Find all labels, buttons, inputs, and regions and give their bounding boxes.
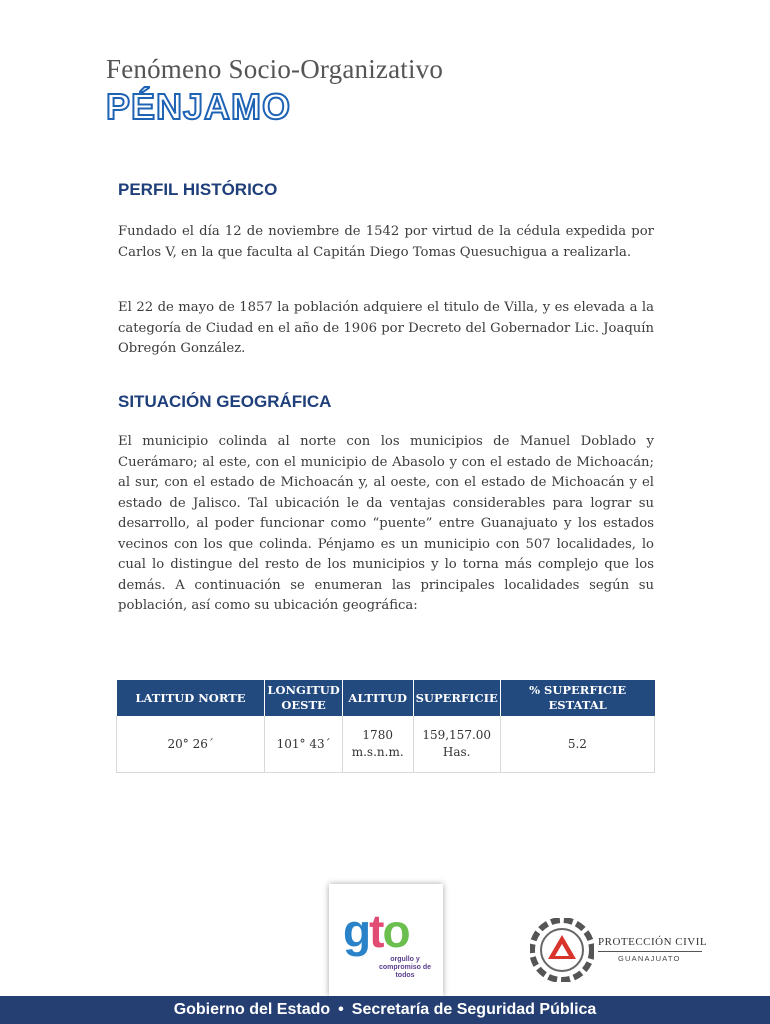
proteccion-civil-divider: [598, 951, 702, 952]
paragraph-historico-2: El 22 de mayo de 1857 la población adquiere el titulo de Villa, y es elevada a la categoría de Ciudad en el año de 1906 por Decreto del Gobernador Lic. Joaquín Obregón González.: [118, 300, 654, 356]
proteccion-civil-emblem-icon: [530, 918, 594, 982]
cell-longitud: 101° 43´: [265, 716, 342, 773]
table-row: [117, 716, 655, 773]
footer-gobierno: Gobierno del Estado: [173, 1001, 331, 1018]
heading-situacion-geografica: SITUACIÓN GEOGRÁFICA: [118, 392, 332, 411]
gto-wordmark: [343, 904, 409, 958]
footer-bar: [0, 996, 770, 1024]
gto-letter-g: g: [343, 905, 370, 957]
geo-table: [116, 680, 655, 773]
cell-superficie: 159,157.00 Has.: [413, 716, 500, 773]
gto-slogan: orgullo y compromiso de todos: [378, 956, 432, 979]
header-latitud: LATITUD NORTE: [117, 680, 265, 716]
paragraph-historico-1: Fundado el día 12 de noviembre de 1542 por virtud de la cédula expedida por Carlos V, en la que faculta al Capitán Diego Tomas Quesuchigua a realizarla.: [118, 224, 654, 260]
header-altitud: ALTITUD: [342, 680, 413, 716]
header-superficie: SUPERFICIE: [413, 680, 500, 716]
proteccion-civil-subtitle: GUANAJUATO: [618, 954, 681, 963]
document-subtitle: Fenómeno Socio-Organizativo: [106, 54, 444, 84]
document-title: PÉNJAMO: [106, 86, 292, 127]
footer-secretaria: Secretaría de Seguridad Pública: [351, 1001, 597, 1018]
paragraph-geografica: El municipio colinda al norte con los municipios de Manuel Doblado y Cuerámaro; al este, con el municipio de Abasolo y con el estado de Michoacán; al sur, con el estado de Michoacán y, al oeste, con el estado de Michoacán y el estado de Jalisco. Tal ubicación le da ventajas considerables para lograr su desarrollo, al poder funcionar como “puente” entre Guanajuato y los estados vecinos con los que colinda. Pénjamo es un municipio con 507 localidades, lo cual lo distingue del resto de los municipios y lo torna más complejo que los demás. A continuación se enumeran las principales localidades según su población, así como su ubicación geográfica:: [118, 434, 654, 613]
header-longitud: LONGITUD OESTE: [265, 680, 342, 716]
gto-logo: [329, 884, 443, 996]
gto-letter-t: t: [369, 905, 383, 957]
table-header-row: [117, 680, 655, 716]
cell-altitud: 1780 m.s.n.m.: [342, 716, 413, 773]
header-superficie-estatal: % SUPERFICIE ESTATAL: [500, 680, 654, 716]
gto-letter-o: o: [382, 905, 409, 957]
heading-perfil-historico: PERFIL HISTÓRICO: [118, 180, 278, 199]
cell-superficie-estatal: 5.2: [500, 716, 654, 773]
footer-separator: •: [338, 1001, 344, 1018]
cell-latitud: 20° 26´: [117, 716, 265, 773]
proteccion-civil-title: PROTECCIÓN CIVIL: [598, 936, 708, 948]
